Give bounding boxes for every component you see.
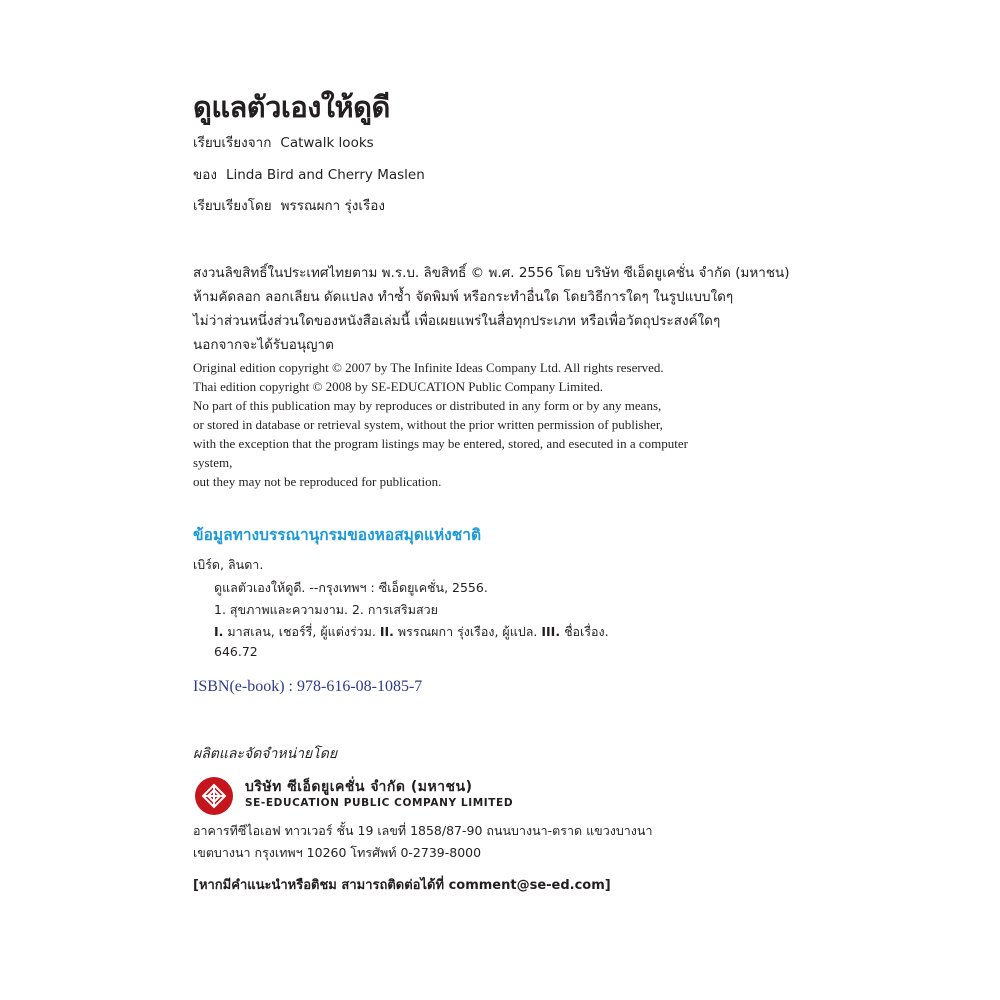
cip-class-number: 646.72 (214, 644, 258, 659)
author-line (193, 163, 425, 185)
copyright-english-line: with the exception that the program listings may be entered, stored, and esecuted in a computer (193, 436, 688, 451)
source-title: Catwalk looks (280, 135, 374, 151)
copyright-english-line: Thai edition copyright © 2008 by SE-EDUCATION Public Company Limited. (193, 379, 603, 394)
cip-heading: ข้อมูลทางบรรณานุกรมของหอสมุดแห่งชาติ (193, 526, 482, 544)
publisher-address-line: อาคารทีซีไอเอฟ ทาวเวอร์ ชั้น 19 เลขที่ 1858/87-90 ถนนบางนา-ตราด แขวงบางนา (193, 823, 653, 838)
copyright-english-line: No part of this publication may by reproduces or distributed in any form or by any means, (193, 398, 662, 413)
copyright-thai-line: ไม่ว่าส่วนหนึ่งส่วนใดของหนังสือเล่มนี้ เพื่อเผยแพร่ในสื่อทุกประเภท หรือเพื่อวัตถุประสงค์ใดๆ (193, 313, 721, 329)
translator-label: เรียบเรียงโดย (193, 198, 272, 214)
copyright-english-line: Original edition copyright © 2007 by The Infinite Ideas Company Ltd. All rights reserved. (193, 360, 664, 375)
cip-added-num: II. (379, 624, 394, 639)
cip-added-entry: มาสเลน, เชอร์รี่, ผู้แต่งร่วม. (227, 624, 376, 639)
copyright-english-line: out they may not be reproduced for publication. (193, 474, 442, 489)
cip-title-line: ดูแลตัวเองให้ดูดี. --กรุงเทพฯ : ซีเอ็ดยูเคชั่น, 2556. (214, 580, 488, 595)
book-title: ดูแลตัวเองให้ดูดี (193, 90, 390, 124)
copyright-thai-line: ห้ามคัดลอก ลอกเลียน ดัดแปลง ทำซ้ำ จัดพิมพ์ หรือกระทำอื่นใด โดยวิธีการใดๆ ในรูปแบบใดๆ (193, 289, 734, 305)
se-ed-logo-icon (195, 777, 233, 815)
cip-added-num: I. (214, 624, 224, 639)
distributed-by-label: ผลิตและจัดจำหน่ายโดย (193, 746, 338, 762)
authors: Linda Bird and Cherry Maslen (225, 167, 425, 183)
contact-note: [หากมีคำแนะนำหรือติชม สามารถติดต่อได้ที่ comment@se-ed.com] (193, 878, 611, 893)
copyright-english-line: system, (193, 455, 233, 470)
cip-added-entry: ชื่อเรื่อง. (564, 624, 609, 639)
cip-subjects: 1. สุขภาพและความงาม. 2. การเสริมสวย (214, 602, 438, 617)
publisher-name-thai: บริษัท ซีเอ็ดยูเคชั่น จำกัด (มหาชน) (245, 779, 473, 795)
source-line (193, 131, 374, 153)
isbn: ISBN(e-book) : 978-616-08-1085-7 (193, 678, 423, 695)
cip-added-num: III. (541, 624, 561, 639)
translator: พรรณผกา รุ่งเรือง (280, 198, 385, 214)
author-label: ของ (193, 167, 217, 183)
copyright-english-line: or stored in database or retrieval system, without the prior written permission of publisher, (193, 417, 663, 432)
publisher-name-english: SE-EDUCATION PUBLIC COMPANY LIMITED (245, 797, 514, 809)
cip-main-entry: เบิร์ด, ลินดา. (193, 557, 264, 572)
copyright-thai-line: สงวนลิขสิทธิ์ในประเทศไทยตาม พ.ร.บ. ลิขสิทธิ์ © พ.ศ. 2556 โดย บริษัท ซีเอ็ดยูเคชั่น จำกัด (มหาชน) (193, 265, 790, 281)
cip-added-entries (214, 622, 609, 642)
publisher-address-line: เขตบางนา กรุงเทพฯ 10260 โทรศัพท์ 0-2739-8000 (193, 845, 482, 860)
source-label: เรียบเรียงจาก (193, 135, 272, 151)
translator-line (193, 194, 385, 216)
copyright-thai-line: นอกจากจะได้รับอนุญาต (193, 337, 334, 353)
cip-added-entry: พรรณผกา รุ่งเรือง, ผู้แปล. (397, 624, 538, 639)
